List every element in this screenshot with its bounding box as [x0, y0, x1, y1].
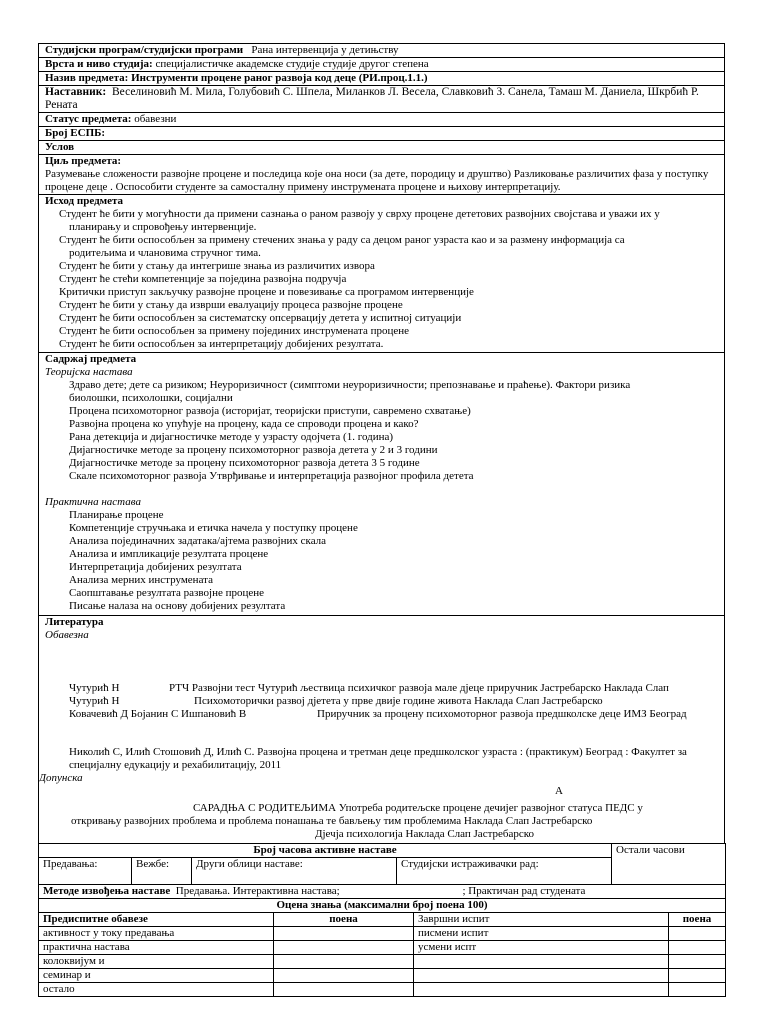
entry-author: Ковачевић Д Бојанин С Ишпановић В: [69, 708, 247, 720]
literature-letter: А: [555, 785, 563, 797]
outcome-title: Исход предмета: [45, 195, 124, 207]
grading-col-header: Предиспитне обавезе: [39, 913, 274, 927]
entry-title: Психомоторички развој дјетета у прве двије године живота Наклада Слап Јастребарско: [194, 695, 603, 707]
goal-title: Циљ предмета:: [45, 155, 122, 167]
grading-points-cell: [274, 983, 414, 997]
goal-text: Разумевање сложености развојне процене и последица које она носи (за дете, породицу и друштво) Разликовање различитих фаза у поступку процене деце . Оспособити студенте за самосталну примену инструмената процене и њихову интерпретацију.: [45, 168, 709, 193]
outcome-line: планирању и спровођењу интервенције.: [69, 221, 257, 233]
espb-label: Број ЕСПБ:: [45, 127, 106, 139]
program-row: [38, 43, 725, 57]
practice-line: Писање налаза на основу добијених резултата: [69, 600, 286, 612]
optional-label: Допунска: [39, 772, 83, 784]
grading-col-header: поена: [274, 913, 414, 927]
course-name-row: [38, 71, 725, 85]
grading-item: [414, 969, 669, 983]
grading-table: [38, 898, 726, 997]
theory-line: Развојна процена ко упућује на процену, када се спроводи процена и како?: [69, 418, 419, 430]
mandatory-label: Обавезна: [45, 629, 89, 641]
theory-line: Рана детекција и дијагностичке методе у узрасту одојчета (1. година): [69, 431, 394, 443]
condition-row: [38, 140, 725, 154]
practice-line: Компетенције стручњака и етичка начела у поступку процене: [69, 522, 358, 534]
condition-label: Услов: [45, 141, 75, 153]
goal-section: [38, 154, 725, 194]
grading-col-header: Завршни испит: [414, 913, 669, 927]
theory-label: Теоријска настава: [45, 366, 133, 378]
outcome-line: родитељима и члановима стручног тима.: [69, 247, 261, 259]
outcome-line: Критички приступ закључку развојне процене и повезивање са програмом интервенције: [59, 286, 474, 298]
other-forms-label: Други облици наставе:: [192, 858, 397, 885]
program-value: Рана интервенција у детињству: [251, 44, 399, 56]
methods-value2: ; Практичан рад студената: [462, 885, 586, 897]
literature-section: [38, 615, 725, 843]
lectures-label: Предавања:: [39, 858, 132, 885]
exercises-label: Вежбе:: [132, 858, 192, 885]
grading-item: писмени испит: [414, 927, 669, 941]
outcome-section: [38, 194, 725, 352]
outcome-line: Студент ће бити оспособљен за примену стечених знања у раду са децом раног узраста као и за размену информација са: [59, 234, 625, 246]
outcome-line: Студент ће стећи компетенције за поједина развојна подручја: [59, 273, 347, 285]
outcome-line: Студент ће бити оспособљен за примену појединих инструмената процене: [59, 325, 410, 337]
grading-item: активност у току предавања: [39, 927, 274, 941]
practice-line: Саопштавање резултата развојне процене: [69, 587, 265, 599]
grading-item: усмени испт: [414, 941, 669, 955]
methods-label: Методе извођења наставе: [43, 885, 171, 897]
grading-points-cell: [669, 955, 726, 969]
outcome-line: Студент ће бити оспособљен за интерпретацију добијених резултата.: [59, 338, 384, 350]
type-value: специјалистичке академске студије студије другог степена: [155, 58, 429, 70]
grading-item: [414, 955, 669, 969]
other-hours: Остали часови: [612, 844, 726, 885]
theory-line: Скале психомоторног развоја Утврђивање и интерпретација развојног профила детета: [69, 470, 474, 482]
grading-item: семинар и: [39, 969, 274, 983]
theory-line: биолошки, психолошки, социјални: [69, 392, 233, 404]
literature-entry: [69, 708, 718, 721]
grading-points-cell: [669, 983, 726, 997]
literature-entry: [69, 682, 718, 695]
practice-line: Интерпретација добијених резултата: [69, 561, 242, 573]
theory-line: Дијагностичке методе за процену психомоторног развоја детета 3 5 године: [69, 457, 420, 469]
practice-line: Планирање процене: [69, 509, 164, 521]
content-section: [38, 352, 725, 615]
grading-points-cell: [274, 927, 414, 941]
grading-item: колоквијум и: [39, 955, 274, 969]
status-label: Статус предмета:: [45, 113, 132, 125]
practice-line: Анализа појединачних задатака/ајтема развојних скала: [69, 535, 327, 547]
hours-title: Број часова активне наставе: [39, 844, 612, 858]
grading-points-cell: [669, 927, 726, 941]
status-value: обавезни: [134, 113, 177, 125]
entry-title: РТЧ Развојни тест Чутурић љествица психичког развоја мале дјеце приручник Јастребарско Наклада Слап: [169, 682, 669, 694]
practice-line: Анализа мерних инструмената: [69, 574, 213, 586]
methods-value: Предавања. Интерактивна настава;: [175, 885, 340, 897]
grading-points-cell: [669, 941, 726, 955]
entry-title: Приручник за процену психомоторног развоја предшколске деце ИМЗ Београд: [317, 708, 687, 720]
grading-points-cell: [274, 969, 414, 983]
type-row: [38, 57, 725, 71]
teacher-label: Наставник:: [45, 86, 107, 98]
outcome-line: Студент ће бити у стању да изврши евалуацију процеса развојне процене: [59, 299, 403, 311]
espb-row: [38, 126, 725, 140]
optional-entry: САРАДЊА С РОДИТЕЉИМА Употреба родитељске процене дечијег развојног статуса ПЕДС у: [193, 802, 643, 814]
outcome-line: Студент ће бити у стању да интегрише знања из различитих извора: [59, 260, 375, 272]
methods-row: [39, 885, 726, 899]
literature-entry: Николић С, Илић Стошовић Д, Илић С. Развојна процена и третман деце предшколског узраста : (практикум) Београд : Факултет за специјалну едукацију и рехабилитацију, 2011: [69, 746, 687, 771]
grading-title: Оцена знања (максимални број поена 100): [39, 899, 726, 913]
hours-table: [38, 843, 726, 899]
grading-points-cell: [274, 955, 414, 969]
course-syllabus: [38, 43, 725, 997]
teacher-value: Веселиновић М. Мила, Голубовић С. Шпела, Миланков Л. Весела, Славковић З. Санела, Тамаш М. Даниела, Шкрбић Р. Рената: [45, 86, 699, 111]
grading-item: остало: [39, 983, 274, 997]
status-row: [38, 112, 725, 126]
entry-author: Чутурић Н: [69, 695, 120, 707]
grading-item: [414, 983, 669, 997]
practice-line: Анализа и импликације резултата процене: [69, 548, 269, 560]
practice-label: Практична настава: [45, 496, 141, 508]
grading-points-cell: [669, 969, 726, 983]
grading-item: практична настава: [39, 941, 274, 955]
content-title: Садржај предмета: [45, 353, 137, 365]
optional-entry: Дјечја психологија Наклада Слап Јастребарско: [315, 828, 535, 840]
optional-entry: откривању развојних проблема и проблема понашања те бављењу тим проблемима Наклада Слап Јастребарско: [71, 815, 593, 827]
literature-entry: [69, 695, 718, 708]
literature-title: Литература: [45, 616, 104, 628]
outcome-line: Студент ће бити оспособљен за систематску опсервацију детета у испитној ситуацији: [59, 312, 462, 324]
teacher-row: [38, 85, 725, 112]
grading-col-header: поена: [669, 913, 726, 927]
grading-points-cell: [274, 941, 414, 955]
program-label: Студијски програм/студијски програми: [45, 44, 244, 56]
type-label: Врста и ниво студија:: [45, 58, 153, 70]
entry-author: Чутурић Н: [69, 682, 120, 694]
course-name: Назив предмета: Инструменти процене раног развоја код деце (РИ.проц.1.1.): [45, 72, 428, 84]
outcome-line: Студент ће бити у могућности да примени сазнања о раном развоју у сврху процене дететових развојних својстава и уважи их у: [59, 208, 660, 220]
theory-line: Процена психомоторног развоја (историјат, теоријски приступи, савремено схватање): [69, 405, 471, 417]
theory-line: Дијагностичке методе за процену психомоторног развоја детета у 2 и 3 години: [69, 444, 438, 456]
research-label: Студијски истраживачки рад:: [397, 858, 612, 885]
theory-line: Здраво дете; дете са ризиком; Неуроризичност (симптоми неуроризичности; препознавање и праћење). Фактори ризика: [69, 379, 631, 391]
